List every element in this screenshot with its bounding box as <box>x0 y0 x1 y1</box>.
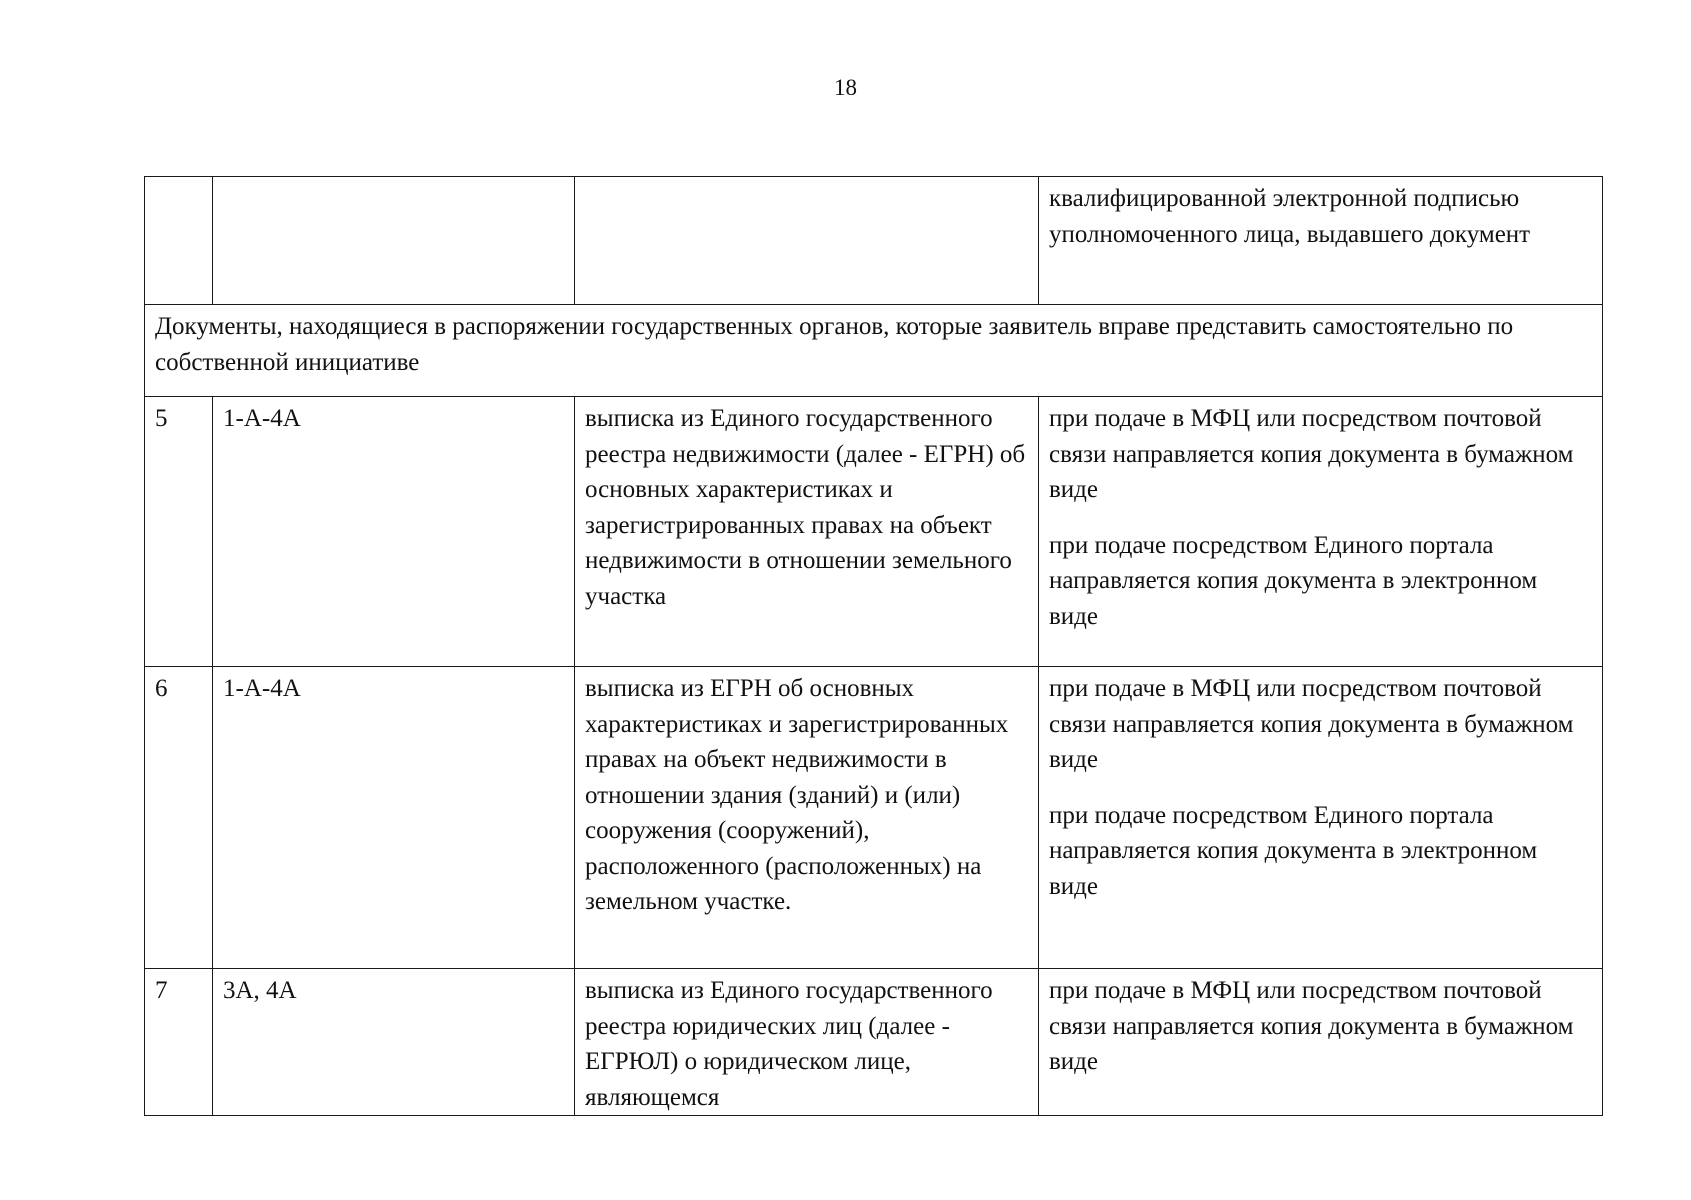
note-paper-submission: при подаче в МФЦ или посредством почтовой связи направляется копия документа в бумажном виде <box>1049 977 1574 1075</box>
note-portal-submission: при подаче посредством Единого портала направляется копия документа в электронном виде <box>1049 801 1538 900</box>
cell-number: 7 <box>145 969 213 1116</box>
table-row <box>145 667 1603 969</box>
note-paper-submission: при подаче в МФЦ или посредством почтовой связи направляется копия документа в бумажном виде <box>1049 675 1574 773</box>
documents-table <box>144 176 1603 1116</box>
cell-notes <box>1039 397 1603 667</box>
cell-document <box>575 177 1039 305</box>
table-row-continuation <box>145 177 1603 305</box>
cell-document: выписка из Единого государственного реестра юридических лиц (далее - ЕГРЮЛ) о юридическом лице, являющемся <box>575 969 1039 1116</box>
table-section-row <box>145 305 1603 397</box>
cell-code <box>213 177 575 305</box>
cell-code: 3А, 4А <box>213 969 575 1116</box>
cell-note <box>1039 177 1603 305</box>
page-number: 18 <box>834 75 857 100</box>
note-paper-submission: при подаче в МФЦ или посредством почтовой связи направляется копия документа в бумажном виде <box>1049 405 1574 503</box>
note-text: квалифицированной электронной подписью уполномоченного лица, выдавшего документ <box>1049 185 1531 248</box>
cell-notes <box>1039 667 1603 969</box>
table-row <box>145 397 1603 667</box>
note-portal-submission: при подаче посредством Единого портала направляется копия документа в электронном виде <box>1049 531 1538 630</box>
cell-code: 1-А-4А <box>213 667 575 969</box>
section-header: Документы, находящиеся в распоряжении государственных органов, которые заявитель вправе представить самостоятельно по собственной инициативе <box>145 305 1603 397</box>
cell-code: 1-А-4А <box>213 397 575 667</box>
table-row <box>145 969 1603 1116</box>
cell-number: 5 <box>145 397 213 667</box>
cell-document: выписка из ЕГРН об основных характеристиках и зарегистрированных правах на объект недвижимости в отношении здания (зданий) и (или) сооружения (сооружений), расположенного (расположенных) на земельном участке. <box>575 667 1039 969</box>
cell-document: выписка из Единого государственного реестра недвижимости (далее - ЕГРН) об основных характеристиках и зарегистрированных правах на объект недвижимости в отношении земельного участка <box>575 397 1039 667</box>
cell-number <box>145 177 213 305</box>
cell-number: 6 <box>145 667 213 969</box>
cell-notes <box>1039 969 1603 1116</box>
